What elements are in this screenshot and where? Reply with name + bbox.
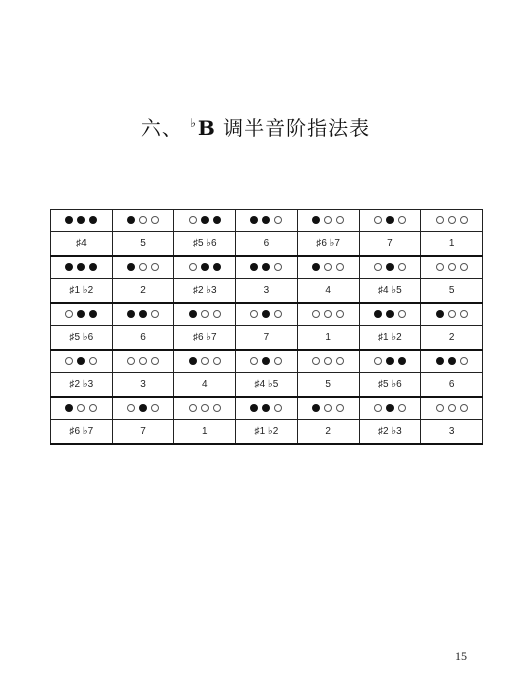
note-cell [112,420,174,445]
note-cell [359,232,421,257]
fingering-holes [187,309,223,320]
note-cell [421,232,483,257]
open-hole-icon [77,404,85,412]
note-label: 1 [448,238,455,249]
open-hole-icon [336,357,344,365]
open-hole-icon [65,357,73,365]
open-hole-icon [151,216,159,224]
note-row [51,420,483,445]
open-hole-icon [89,404,97,412]
closed-hole-icon [448,357,456,365]
fingering-cell [112,350,174,373]
fingering-holes [63,309,99,320]
open-hole-icon [448,263,456,271]
closed-hole-icon [250,263,258,271]
open-hole-icon [374,263,382,271]
fingering-cell [421,256,483,279]
fingering-cell [236,397,298,420]
fingering-holes [125,403,161,414]
fingering-cell [112,303,174,326]
open-hole-icon [336,310,344,318]
note-cell [236,420,298,445]
closed-hole-icon [65,216,73,224]
open-hole-icon [324,263,332,271]
note-cell [51,279,113,304]
open-hole-icon [460,404,468,412]
note-cell [421,326,483,351]
closed-hole-icon [312,263,320,271]
note-cell [112,326,174,351]
open-hole-icon [436,404,444,412]
fingering-holes [372,309,408,320]
open-hole-icon [312,357,320,365]
note-label: 5 [325,379,331,390]
note-label: ♯4 [76,238,87,249]
open-hole-icon [324,310,332,318]
closed-hole-icon [127,216,135,224]
closed-hole-icon [77,263,85,271]
open-hole-icon [274,263,282,271]
open-hole-icon [139,263,147,271]
note-label: 2 [140,285,146,296]
fingering-row [51,303,483,326]
fingering-cell [236,210,298,232]
open-hole-icon [398,310,406,318]
fingering-cell [174,350,236,373]
open-hole-icon [460,263,468,271]
fingering-cell [112,397,174,420]
fingering-holes [434,309,470,320]
note-cell [112,373,174,398]
note-cell [297,420,359,445]
note-label: ♯1 ♭2 [254,426,279,437]
open-hole-icon [213,404,221,412]
fingering-cell [51,210,113,232]
open-hole-icon [398,263,406,271]
fingering-holes [310,309,346,320]
fingering-cell [359,210,421,232]
fingering-cell [297,210,359,232]
fingering-holes [248,403,284,414]
note-label: ♯5 ♭6 [378,379,402,390]
note-label: ♯6 ♭7 [69,426,94,437]
closed-hole-icon [386,404,394,412]
open-hole-icon [398,404,406,412]
open-hole-icon [398,216,406,224]
closed-hole-icon [436,357,444,365]
note-cell [112,232,174,257]
title-key: B [197,116,216,140]
closed-hole-icon [201,263,209,271]
fingering-cell [359,397,421,420]
note-label: 4 [325,285,331,296]
note-cell [174,373,236,398]
fingering-row [51,210,483,232]
fingering-holes [63,356,99,367]
note-label: ♯5 ♭6 [192,238,217,249]
note-label: ♯2 ♭3 [378,426,402,437]
note-label: 3 [140,379,146,390]
note-cell [51,420,113,445]
note-label: 6 [263,238,270,249]
closed-hole-icon [250,404,258,412]
open-hole-icon [324,404,332,412]
open-hole-icon [189,404,197,412]
open-hole-icon [250,310,258,318]
closed-hole-icon [386,310,394,318]
fingering-cell [51,350,113,373]
closed-hole-icon [213,263,221,271]
open-hole-icon [189,263,197,271]
closed-hole-icon [65,263,73,271]
fingering-table [50,209,483,445]
closed-hole-icon [89,310,97,318]
open-hole-icon [250,357,258,365]
fingering-cell [112,210,174,232]
open-hole-icon [312,310,320,318]
fingering-holes [310,403,346,414]
note-label: 3 [448,426,455,437]
note-cell [236,279,298,304]
closed-hole-icon [398,357,406,365]
fingering-holes [125,262,161,273]
open-hole-icon [151,357,159,365]
open-hole-icon [448,404,456,412]
open-hole-icon [274,404,282,412]
fingering-row [51,350,483,373]
open-hole-icon [89,357,97,365]
open-hole-icon [65,310,73,318]
closed-hole-icon [374,310,382,318]
note-label: ♯2 ♭3 [69,379,94,390]
note-row [51,373,483,398]
closed-hole-icon [386,216,394,224]
note-label: 7 [263,332,270,343]
closed-hole-icon [189,357,197,365]
closed-hole-icon [312,404,320,412]
open-hole-icon [324,216,332,224]
fingering-cell [51,303,113,326]
fingering-holes [372,356,408,367]
fingering-holes [248,215,284,226]
page-number: 15 [455,649,467,663]
note-label: 6 [448,379,455,390]
fingering-holes [63,262,99,273]
closed-hole-icon [262,216,270,224]
open-hole-icon [460,216,468,224]
note-label: ♯1 ♭2 [69,285,94,296]
note-cell [112,279,174,304]
note-label: ♯2 ♭3 [192,285,217,296]
closed-hole-icon [312,216,320,224]
fingering-holes [248,309,284,320]
note-label: ♯4 ♭5 [378,285,402,296]
fingering-row [51,397,483,420]
fingering-holes [63,403,99,414]
closed-hole-icon [139,310,147,318]
note-cell [421,373,483,398]
fingering-holes [434,403,470,414]
closed-hole-icon [201,216,209,224]
fingering-cell [236,303,298,326]
fingering-holes [310,215,346,226]
open-hole-icon [448,216,456,224]
closed-hole-icon [77,357,85,365]
open-hole-icon [201,357,209,365]
closed-hole-icon [262,310,270,318]
note-cell [297,232,359,257]
fingering-holes [125,309,161,320]
closed-hole-icon [127,263,135,271]
closed-hole-icon [262,404,270,412]
note-cell [236,373,298,398]
open-hole-icon [274,357,282,365]
fingering-holes [187,356,223,367]
closed-hole-icon [77,216,85,224]
fingering-cell [359,350,421,373]
note-cell [359,420,421,445]
fingering-holes [372,403,408,414]
note-cell [359,373,421,398]
note-cell [297,279,359,304]
note-label: 5 [140,238,146,249]
title-text: 调半音阶指法表 [223,116,371,140]
title-prefix: 六、 [140,116,183,140]
fingering-cell [51,256,113,279]
note-cell [51,373,113,398]
note-label: ♯4 ♭5 [254,379,279,390]
open-hole-icon [201,310,209,318]
fingering-cell [421,210,483,232]
closed-hole-icon [262,357,270,365]
fingering-cell [359,256,421,279]
flat-sign: ♭ [190,116,197,131]
note-label: 7 [387,238,393,249]
fingering-holes [310,356,346,367]
note-label: 1 [201,426,208,437]
open-hole-icon [374,357,382,365]
note-cell [297,326,359,351]
fingering-holes [187,262,223,273]
fingering-holes [248,262,284,273]
fingering-cell [297,256,359,279]
note-cell [174,420,236,445]
note-label: 1 [325,332,331,343]
open-hole-icon [151,404,159,412]
open-hole-icon [151,263,159,271]
fingering-holes [434,215,470,226]
fingering-cell [174,256,236,279]
closed-hole-icon [139,404,147,412]
fingering-cell [236,256,298,279]
note-cell [236,326,298,351]
fingering-cell [174,397,236,420]
fingering-cell [174,303,236,326]
closed-hole-icon [436,310,444,318]
note-row [51,279,483,304]
note-label: ♯6 ♭7 [316,238,340,249]
open-hole-icon [274,310,282,318]
fingering-holes [187,215,223,226]
fingering-cell [421,303,483,326]
note-label: 3 [263,285,270,296]
note-cell [174,326,236,351]
fingering-cell [421,350,483,373]
note-cell [421,279,483,304]
open-hole-icon [436,216,444,224]
closed-hole-icon [65,404,73,412]
note-cell [359,279,421,304]
note-label: 7 [140,426,146,437]
open-hole-icon [436,263,444,271]
open-hole-icon [127,404,135,412]
note-cell [51,232,113,257]
closed-hole-icon [127,310,135,318]
open-hole-icon [374,216,382,224]
note-cell [174,279,236,304]
fingering-row [51,256,483,279]
note-label: 6 [140,332,146,343]
closed-hole-icon [213,216,221,224]
note-cell [174,232,236,257]
open-hole-icon [336,216,344,224]
fingering-holes [310,262,346,273]
fingering-cell [297,303,359,326]
note-label: 5 [448,285,455,296]
open-hole-icon [201,404,209,412]
fingering-holes [187,403,223,414]
open-hole-icon [127,357,135,365]
closed-hole-icon [250,216,258,224]
fingering-holes [125,215,161,226]
open-hole-icon [336,263,344,271]
open-hole-icon [460,357,468,365]
fingering-holes [248,356,284,367]
note-label: 2 [448,332,455,343]
closed-hole-icon [262,263,270,271]
note-label: 2 [325,426,331,437]
open-hole-icon [139,357,147,365]
open-hole-icon [213,357,221,365]
fingering-holes [372,262,408,273]
fingering-holes [63,215,99,226]
page-title [0,112,511,141]
open-hole-icon [139,216,147,224]
fingering-cell [51,397,113,420]
note-cell [297,373,359,398]
closed-hole-icon [189,310,197,318]
closed-hole-icon [77,310,85,318]
fingering-cell [112,256,174,279]
note-row [51,232,483,257]
note-label: ♯1 ♭2 [378,332,402,343]
fingering-holes [125,356,161,367]
note-row [51,326,483,351]
note-cell [51,326,113,351]
fingering-holes [434,262,470,273]
note-cell [236,232,298,257]
open-hole-icon [374,404,382,412]
note-cell [359,326,421,351]
fingering-holes [372,215,408,226]
closed-hole-icon [89,263,97,271]
fingering-cell [297,397,359,420]
open-hole-icon [151,310,159,318]
fingering-holes [434,356,470,367]
fingering-cell [359,303,421,326]
open-hole-icon [324,357,332,365]
closed-hole-icon [386,357,394,365]
fingering-cell [297,350,359,373]
fingering-cell [421,397,483,420]
open-hole-icon [460,310,468,318]
closed-hole-icon [89,216,97,224]
note-cell [421,420,483,445]
note-label: 4 [201,379,208,390]
fingering-cell [174,210,236,232]
note-label: ♯6 ♭7 [192,332,217,343]
note-label: ♯5 ♭6 [69,332,94,343]
open-hole-icon [213,310,221,318]
open-hole-icon [336,404,344,412]
open-hole-icon [189,216,197,224]
fingering-cell [236,350,298,373]
closed-hole-icon [386,263,394,271]
open-hole-icon [448,310,456,318]
open-hole-icon [274,216,282,224]
